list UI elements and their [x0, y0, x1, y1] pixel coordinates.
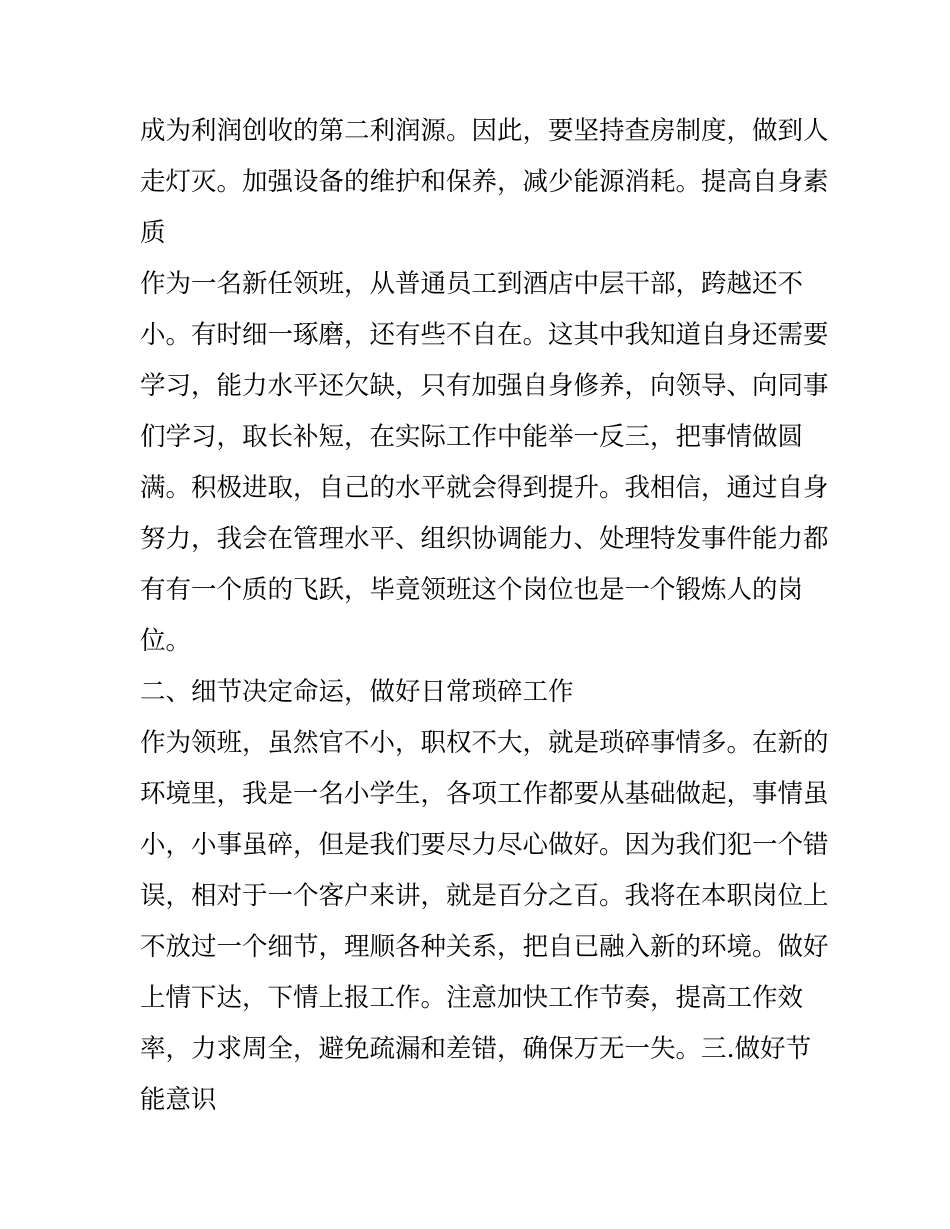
text-line: 成为利润创收的第二利润源。因此，要坚持查房制度，做到人 [140, 116, 829, 146]
body-text [140, 106, 829, 1126]
text-line: 学习，能力水平还欠缺，只有加强自身修养，向领导、向同事 [140, 371, 829, 401]
text-line: 不放过一个细节，理顺各种关系，把自已融入新的环境。做好 [140, 932, 829, 962]
section-heading: 二、细节决定命运，做好日常琐碎工作 [140, 677, 574, 707]
text-line: 环境里，我是一名小学生，各项工作都要从基础做起，事情虽 [140, 779, 829, 809]
text-line: 作为一名新任领班，从普通员工到酒店中层干部，跨越还不 [140, 269, 804, 299]
text-line: 误，相对于一个客户来讲，就是百分之百。我将在本职岗位上 [140, 881, 829, 911]
text-line: 小。有时细一琢磨，还有些不自在。这其中我知道自身还需要 [140, 320, 829, 350]
text-line: 小，小事虽碎，但是我们要尽力尽心做好。因为我们犯一个错 [140, 830, 829, 860]
text-line: 位。 [140, 626, 192, 656]
text-line: 作为领班，虽然官不小，职权不大，就是琐碎事情多。在新的 [140, 728, 829, 758]
text-line: 满。积极进取，自己的水平就会得到提升。我相信，通过自身 [140, 473, 829, 503]
text-line: 们学习，取长补短，在实际工作中能举一反三，把事情做圆 [140, 422, 804, 452]
text-line: 率，力求周全，避免疏漏和差错，确保万无一失。三.做好节 [140, 1034, 812, 1064]
text-line: 努力，我会在管理水平、组织协调能力、处理特发事件能力都 [140, 524, 829, 554]
text-line: 上情下达，下情上报工作。注意加快工作节奏，提高工作效 [140, 983, 804, 1013]
text-line: 有有一个质的飞跃，毕竟领班这个岗位也是一个锻炼人的岗 [140, 575, 804, 605]
text-line: 质 [140, 218, 166, 248]
text-line: 走灯灭。加强设备的维护和保养，减少能源消耗。提高自身素 [140, 167, 829, 197]
text-line: 能意识 [140, 1085, 217, 1115]
